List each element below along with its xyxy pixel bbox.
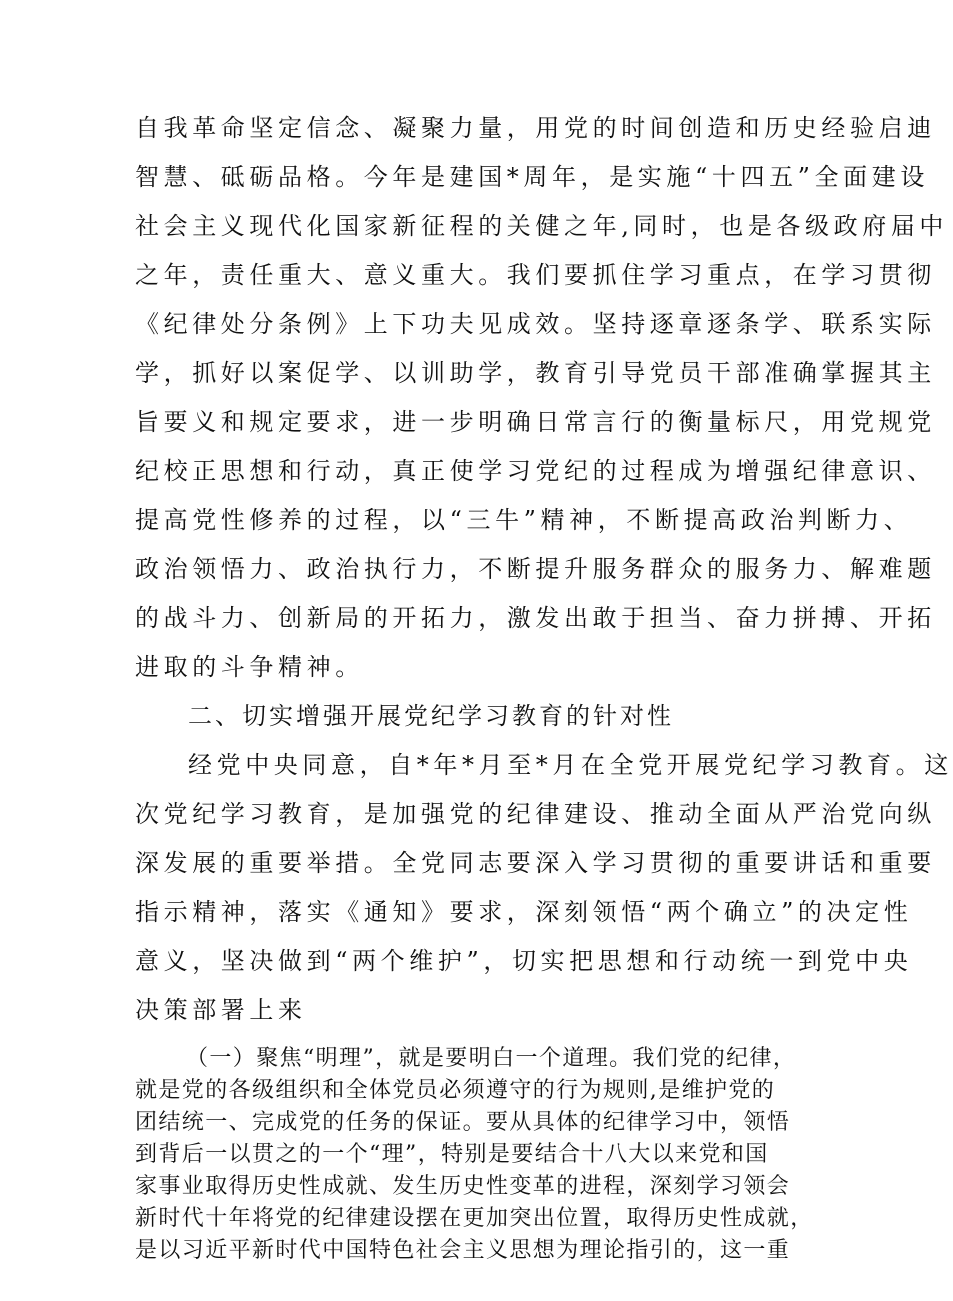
paragraph-line: 意义，坚决做到“两个维护”，切实把思想和行动统一到党中央 xyxy=(135,947,913,975)
section-heading: 二、切实增强开展党纪学习教育的针对性 xyxy=(188,702,674,730)
paragraph-line: 是以习近平新时代中国特色社会主义思想为理论指引的，这一重 xyxy=(135,1238,791,1263)
paragraph-line: 新时代十年将党的纪律建设摆在更加突出位置，取得历史性成就， xyxy=(135,1206,814,1231)
paragraph-line: 决策部署上来 xyxy=(135,996,307,1024)
paragraph-line: 家事业取得历史性成就、发生历史性变革的进程，深刻学习领会 xyxy=(135,1174,791,1199)
paragraph-line: 团结统一、完成党的任务的保证。要从具体的纪律学习中，领悟 xyxy=(135,1110,791,1135)
paragraph-line: 就是党的各级组织和全体党员必须遵守的行为规则,是维护党的 xyxy=(135,1078,776,1103)
paragraph-line: 智慧、砥砺品格。今年是建国*周年，是实施“十四五”全面建设 xyxy=(135,163,929,191)
paragraph-line: 指示精神，落实《通知》要求，深刻领悟“两个确立”的决定性 xyxy=(135,898,913,926)
paragraph-line: 《纪律处分条例》上下功夫见成效。坚持逐章逐条学、联系实际 xyxy=(135,310,936,338)
paragraph-line: 提高党性修养的过程，以“三牛”精神，不断提高政治判断力、 xyxy=(135,506,913,534)
paragraph-line: 进取的斗争精神。 xyxy=(135,653,364,681)
paragraph-line: 之年，责任重大、意义重大。我们要抓住学习重点，在学习贯彻 xyxy=(135,261,936,289)
paragraph-line: 学，抓好以案促学、以训助学，教育引导党员干部准确掌握其主 xyxy=(135,359,936,387)
paragraph-line: 政治领悟力、政治执行力，不断提升服务群众的服务力、解难题 xyxy=(135,555,936,583)
paragraph-line: 次党纪学习教育，是加强党的纪律建设、推动全面从严治党向纵 xyxy=(135,800,936,828)
paragraph-line: 社会主义现代化国家新征程的关健之年,同时，也是各级政府届中 xyxy=(135,212,949,240)
paragraph-line: 经党中央同意，自*年*月至*月在全党开展党纪学习教育。这 xyxy=(188,751,953,779)
paragraph-line: 到背后一以贯之的一个“理”，特别是要结合十八大以来党和国 xyxy=(135,1142,769,1167)
paragraph-line: 自我革命坚定信念、凝聚力量，用党的时间创造和历史经验启迪 xyxy=(135,114,936,142)
paragraph-line: （一）聚焦“明理”，就是要明白一个道理。我们党的纪律， xyxy=(186,1046,797,1071)
paragraph-line: 纪校正思想和行动，真正使学习党纪的过程成为增强纪律意识、 xyxy=(135,457,936,485)
paragraph-line: 旨要义和规定要求，进一步明确日常言行的衡量标尺，用党规党 xyxy=(135,408,936,436)
paragraph-line: 的战斗力、创新局的开拓力，激发出敢于担当、奋力拼搏、开拓 xyxy=(135,604,936,632)
paragraph-line: 深发展的重要举措。全党同志要深入学习贯彻的重要讲话和重要 xyxy=(135,849,936,877)
